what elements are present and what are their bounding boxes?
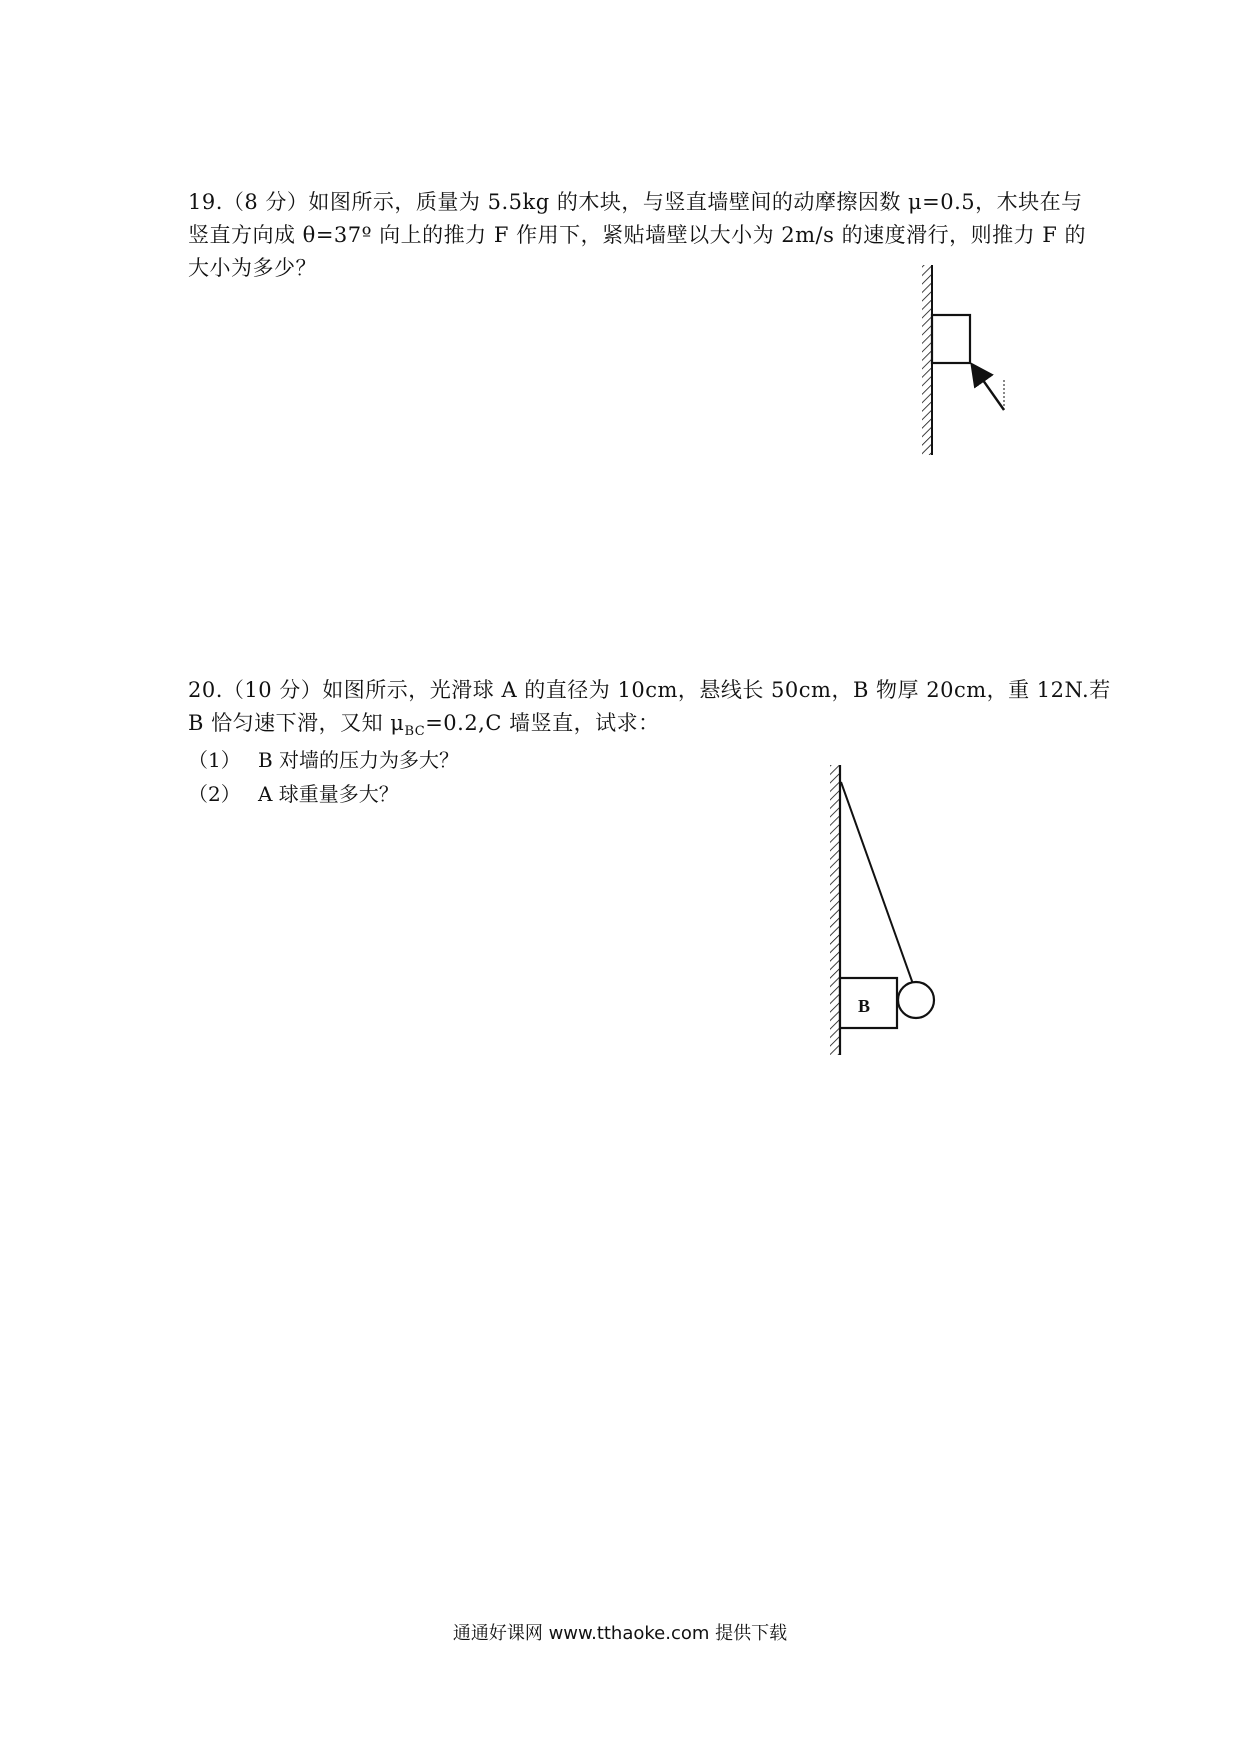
- question-20-text: [188, 674, 1111, 748]
- q20-mu-subscript: BC: [404, 724, 426, 740]
- q20-sub2-number: （2）: [188, 782, 241, 806]
- q20-subquestion-2: [188, 779, 399, 809]
- q20-line-2-pre: B 恰匀速下滑，又知 μ: [188, 711, 405, 735]
- q19-line-2: 竖直方向成 θ=37º 向上的推力 F 作用下，紧贴墙壁以大小为 2m/s 的速度滑行，则推力 F 的: [188, 223, 1087, 247]
- q20-sub2-text: A 球重量多大？: [258, 782, 399, 806]
- q20-block-b-label: B: [858, 996, 871, 1016]
- q20-line-2-post: =0.2,C 墙竖直，试求：: [425, 711, 660, 735]
- q19-line-3: 大小为多少？: [188, 256, 317, 280]
- page-footer: 通通好课网 www.tthaoke.com 提供下载: [452, 1623, 788, 1644]
- q20-sub1-number: （1）: [188, 748, 241, 772]
- q20-line-1: 20.（10 分）如图所示，光滑球 A 的直径为 10cm，悬线长 50cm，B 物厚 20cm，重 12N.若: [188, 678, 1111, 702]
- q19-figure: [920, 260, 1050, 460]
- q19-block: [932, 315, 970, 363]
- q20-ball-a: [898, 982, 934, 1018]
- q20-string: [841, 782, 913, 984]
- q20-figure: [810, 760, 960, 1060]
- q19-wall-hatch: [922, 265, 932, 455]
- q20-line-2: [188, 707, 1068, 748]
- q20-wall-hatch: [830, 765, 840, 1055]
- q20-sub1-text: B 对墙的压力为多大？: [258, 748, 460, 772]
- q20-subquestion-1: [188, 745, 459, 775]
- q19-force-arrow: [973, 366, 1004, 410]
- q19-line-1: 19.（8 分）如图所示，质量为 5.5kg 的木块，与竖直墙壁间的动摩擦因数 μ=0.5，木块在与: [188, 190, 1083, 214]
